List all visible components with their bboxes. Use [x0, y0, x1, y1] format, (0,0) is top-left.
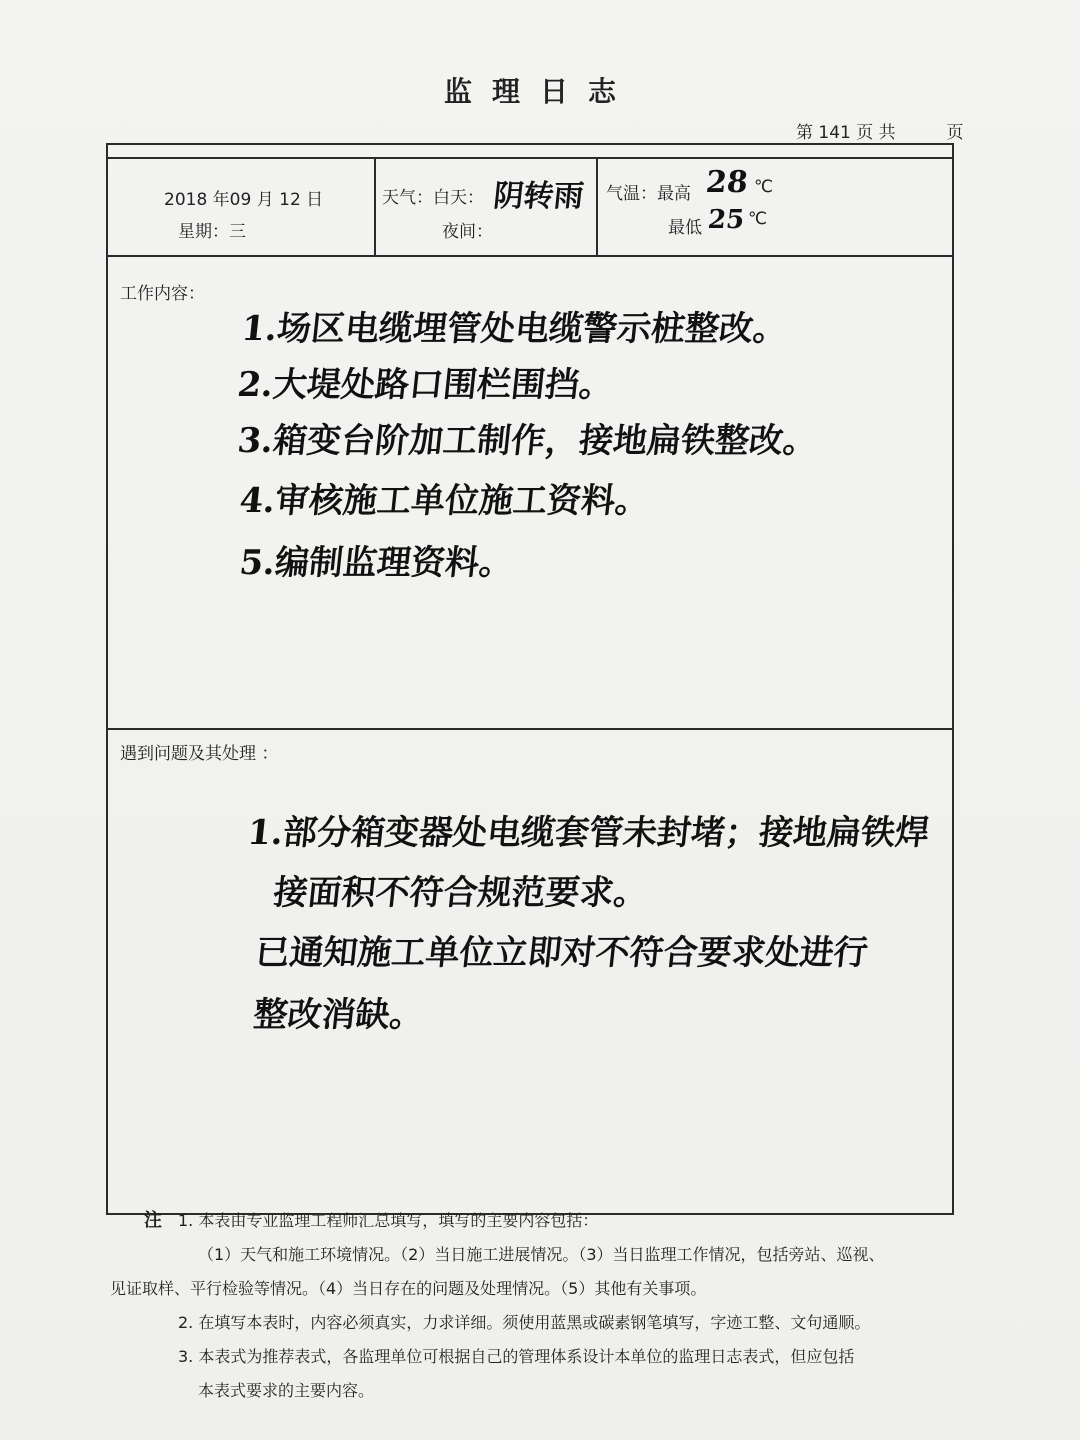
note-line: 2. 在填写本表时，内容必须真实，力求详细。须使用蓝黑或碳素钢笔填写，字迹工整、文句通顺。 — [178, 1313, 871, 1332]
date-year: 2018 — [164, 190, 208, 210]
problem-line: 已通知施工单位立即对不符合要求处进行 — [253, 933, 870, 973]
work-item: 2.大堤处路口围栏围挡。 — [235, 365, 616, 405]
weather-field — [382, 183, 484, 208]
log-table — [106, 143, 954, 1215]
problem-line: 接面积不符合规范要求。 — [271, 873, 650, 913]
note-line: 3. 本表式为推荐表式，各监理单位可根据自己的管理体系设计本单位的监理日志表式，但应包括 — [178, 1347, 855, 1366]
problem-line: 1.部分箱变器处电缆套管未封堵；接地扁铁焊 — [245, 813, 932, 853]
total-suffix: 页 — [946, 123, 964, 143]
note-line: 1. 本表由专业监理工程师汇总填写，填写的主要内容包括： — [178, 1211, 599, 1230]
divider — [108, 255, 952, 257]
temp-high-value: 28 — [704, 165, 750, 200]
day-weather-label: 白天： — [433, 188, 484, 208]
divider — [108, 728, 952, 730]
work-item: 5.编制监理资料。 — [237, 543, 516, 583]
weekday-value: 三 — [229, 222, 246, 242]
note-line: 见证取样、平行检验等情况。（4）当日存在的问题及处理情况。（5）其他有关事项。 — [110, 1279, 707, 1298]
day-weather-value: 阴转雨 — [491, 179, 586, 214]
note-line: （1）天气和施工环境情况。（2）当日施工进展情况。（3）当日监理工作情况，包括旁站、巡视、 — [198, 1245, 885, 1264]
total-prefix: 共 — [878, 123, 896, 143]
date-day-label: 日 — [306, 190, 324, 210]
problems-label: 遇到问题及其处理 ： — [120, 744, 279, 764]
work-item: 1.场区电缆埋管处电缆警示桩整改。 — [239, 309, 790, 349]
page-prefix: 第 — [796, 123, 813, 143]
page-number — [796, 118, 963, 143]
divider — [108, 157, 952, 159]
page-title: 监理日志 — [443, 75, 636, 108]
temp-label: 气温： — [606, 184, 657, 204]
work-item: 4.审核施工单位施工资料。 — [237, 481, 652, 521]
note-line: 本表式要求的主要内容。 — [198, 1381, 375, 1400]
date-year-label: 年 — [212, 190, 230, 210]
work-item: 3.箱变台阶加工制作，接地扁铁整改。 — [235, 421, 820, 461]
temp-low-label: 最低 — [668, 218, 702, 238]
temp-high-label: 最高 — [657, 184, 691, 204]
problem-line: 整改消缺。 — [251, 995, 426, 1035]
temp-high-field — [606, 179, 691, 204]
weekday-label: 星期： — [178, 222, 229, 242]
date-day: 12 — [279, 190, 301, 210]
notes-label: 注 — [144, 1210, 162, 1231]
date-month: 09 — [229, 190, 252, 210]
night-weather-field — [442, 217, 493, 242]
weather-label: 天气： — [382, 188, 433, 208]
divider — [596, 157, 598, 257]
temp-high-unit: ℃ — [754, 177, 774, 197]
page-suffix: 页 — [856, 123, 874, 143]
date-month-label: 月 — [256, 190, 274, 210]
page-number-value: 141 — [818, 123, 851, 143]
temp-low-value: 25 — [706, 205, 746, 235]
date-field — [164, 185, 323, 210]
temp-low-unit: ℃ — [748, 209, 768, 229]
night-weather-label: 夜间： — [442, 222, 493, 242]
divider — [374, 157, 376, 257]
weekday-field — [178, 217, 246, 242]
work-label: 工作内容： — [120, 284, 205, 304]
